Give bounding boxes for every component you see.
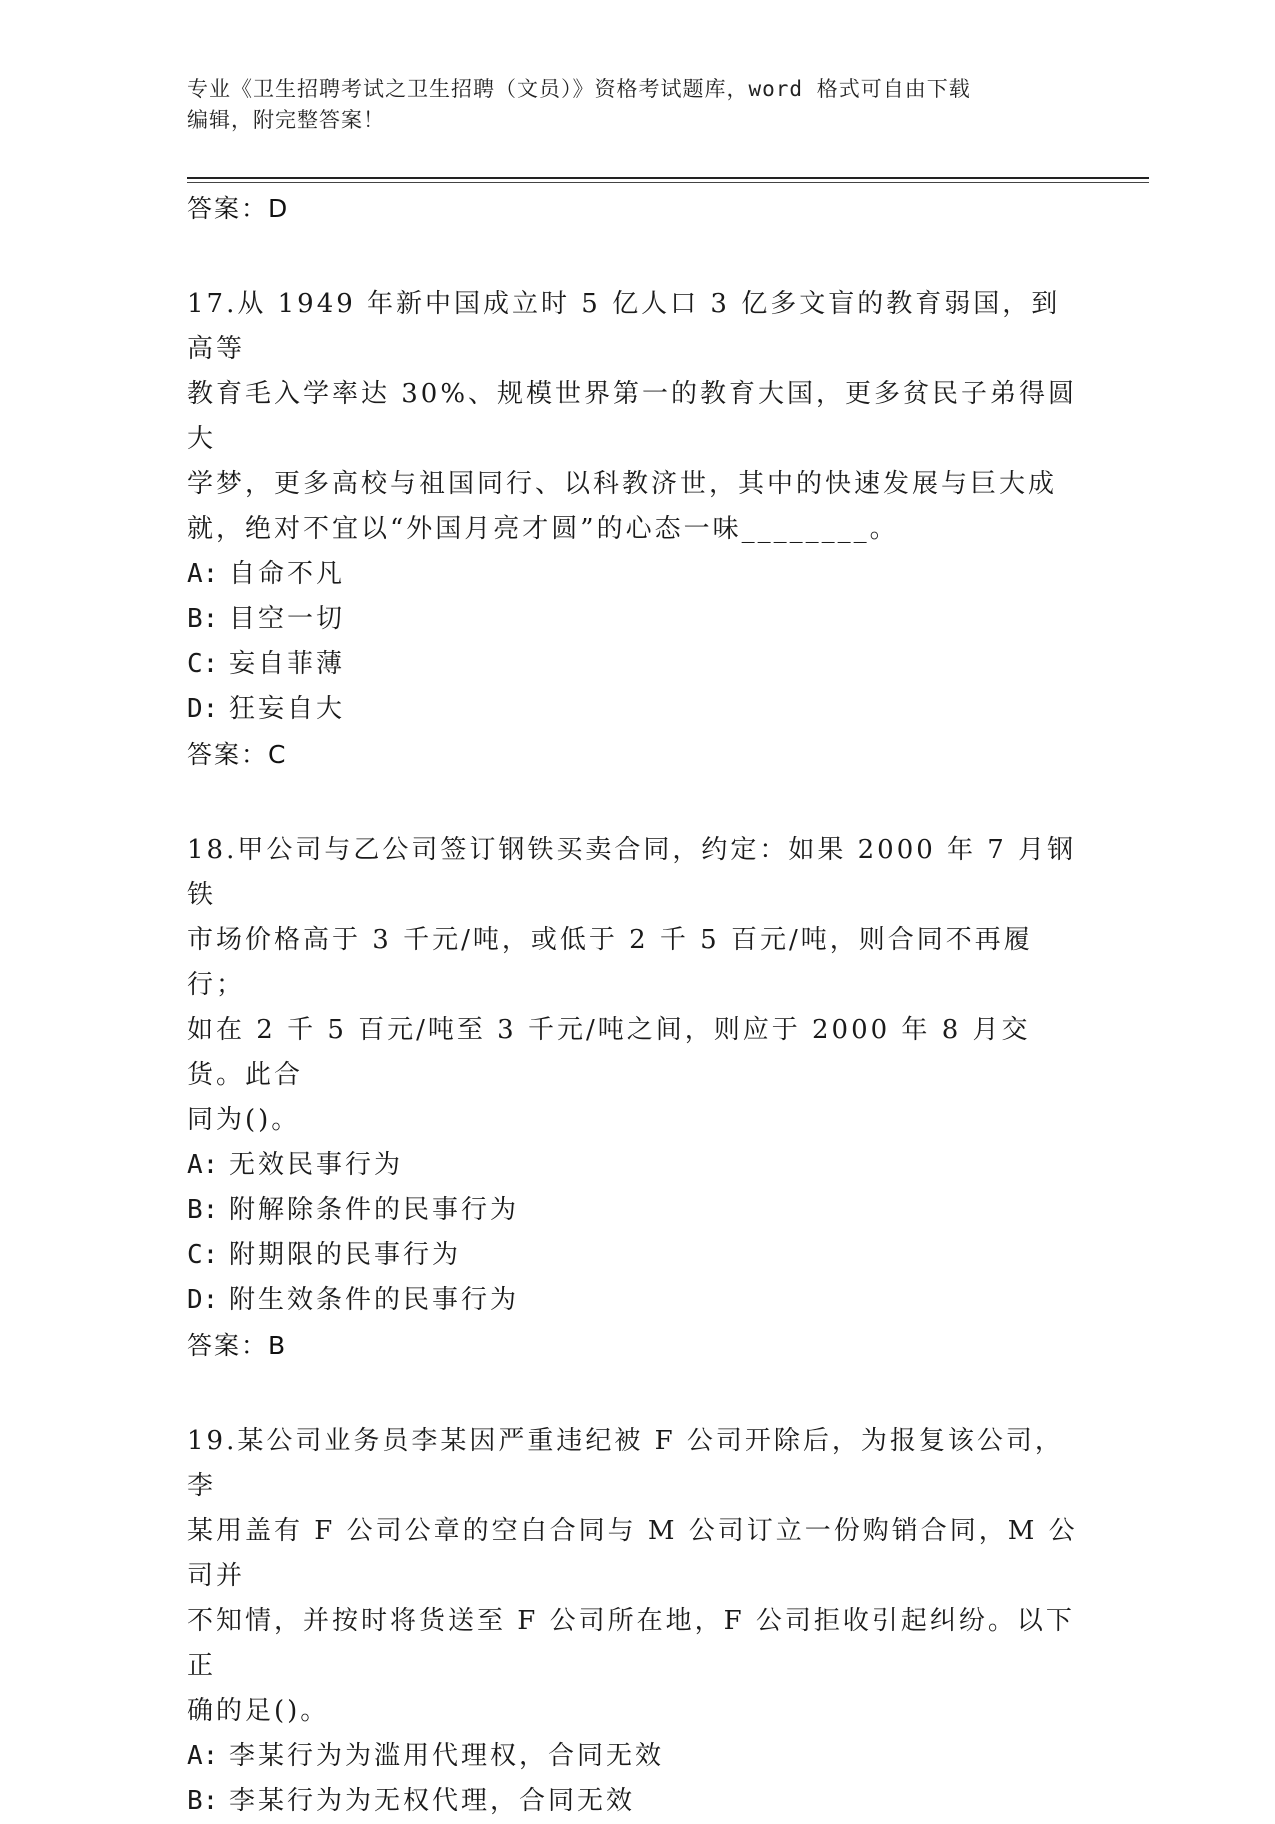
question-text-line: 不知情，并按时将货送至 F 公司所在地，F 公司拒收引起纠纷。以下正 <box>187 1606 1075 1681</box>
previous-answer: 答案：D <box>187 194 290 223</box>
option-b <box>187 1188 1087 1233</box>
question-text-line: 某用盖有 F 公司公章的空白合同与 M 公司订立一份购销合同，M 公司并 <box>187 1516 1078 1591</box>
header-line-1: 专业《卫生招聘考试之卫生招聘（文员）》资格考试题库，word 格式可自由下载 <box>187 77 971 101</box>
option-c <box>187 1233 1087 1278</box>
option-letter: D: <box>187 694 219 724</box>
question-text-line: 教育毛入学率达 30%、规模世界第一的教育大国，更多贫民子弟得圆大 <box>187 379 1078 454</box>
question-text-line: 如在 2 千 5 百元/吨至 3 千元/吨之间，则应于 2000 年 8 月交货。此合 <box>187 1015 1031 1090</box>
option-letter: B: <box>187 604 219 634</box>
option-a <box>187 1734 1087 1779</box>
header-line-2: 编辑，附完整答案！ <box>187 108 385 132</box>
question-text-line: 就，绝对不宜以“外国月亮才圆”的心态一味________。 <box>187 514 899 544</box>
page-header <box>187 74 1067 136</box>
question-text-line: 确的足()。 <box>187 1696 330 1726</box>
option-letter: C: <box>187 649 219 679</box>
option-letter: D: <box>187 1285 219 1315</box>
option-a <box>187 552 1087 597</box>
option-text: 狂妄自大 <box>229 694 346 724</box>
option-text: 附期限的民事行为 <box>229 1240 462 1270</box>
option-letter: A: <box>187 559 219 589</box>
question-text-line: 同为()。 <box>187 1105 301 1135</box>
question-text-line: 17.从 1949 年新中国成立时 5 亿人口 3 亿多文盲的教育弱国，到高等 <box>187 289 1061 364</box>
option-text: 李某行为为无权代理，合同无效 <box>229 1786 636 1816</box>
option-b <box>187 1779 1087 1824</box>
option-letter: B: <box>187 1195 219 1225</box>
question-list <box>187 186 1087 1824</box>
option-text: 妄自菲薄 <box>229 649 346 679</box>
header-rule-thick <box>187 177 1149 179</box>
option-d <box>187 1278 1087 1323</box>
question-text-line: 19.某公司业务员李某因严重违纪被 F 公司开除后，为报复该公司，李 <box>187 1426 1064 1501</box>
answer-line: 答案：C <box>187 740 288 769</box>
option-text: 目空一切 <box>229 604 346 634</box>
question-18 <box>187 828 1087 1369</box>
header-rule-thin <box>187 182 1149 183</box>
option-letter: C: <box>187 1240 219 1270</box>
option-c <box>187 642 1087 687</box>
question-text-line: 18.甲公司与乙公司签订钢铁买卖合同，约定：如果 2000 年 7 月钢铁 <box>187 835 1077 910</box>
option-text: 附生效条件的民事行为 <box>229 1285 520 1315</box>
option-a <box>187 1143 1087 1188</box>
option-text: 自命不凡 <box>229 559 346 589</box>
question-17 <box>187 282 1087 778</box>
question-text-line: 市场价格高于 3 千元/吨，或低于 2 千 5 百元/吨，则合同不再履行； <box>187 925 1033 1000</box>
answer-line: 答案：B <box>187 1331 288 1360</box>
option-d <box>187 687 1087 732</box>
option-text: 李某行为为滥用代理权，合同无效 <box>229 1741 665 1771</box>
option-b <box>187 597 1087 642</box>
question-19 <box>187 1419 1087 1824</box>
option-text: 无效民事行为 <box>229 1150 404 1180</box>
option-text: 附解除条件的民事行为 <box>229 1195 520 1225</box>
option-letter: A: <box>187 1741 219 1771</box>
option-letter: A: <box>187 1150 219 1180</box>
option-letter: B: <box>187 1786 219 1816</box>
question-text-line: 学梦，更多高校与祖国同行、以科教济世，其中的快速发展与巨大成 <box>187 469 1058 499</box>
